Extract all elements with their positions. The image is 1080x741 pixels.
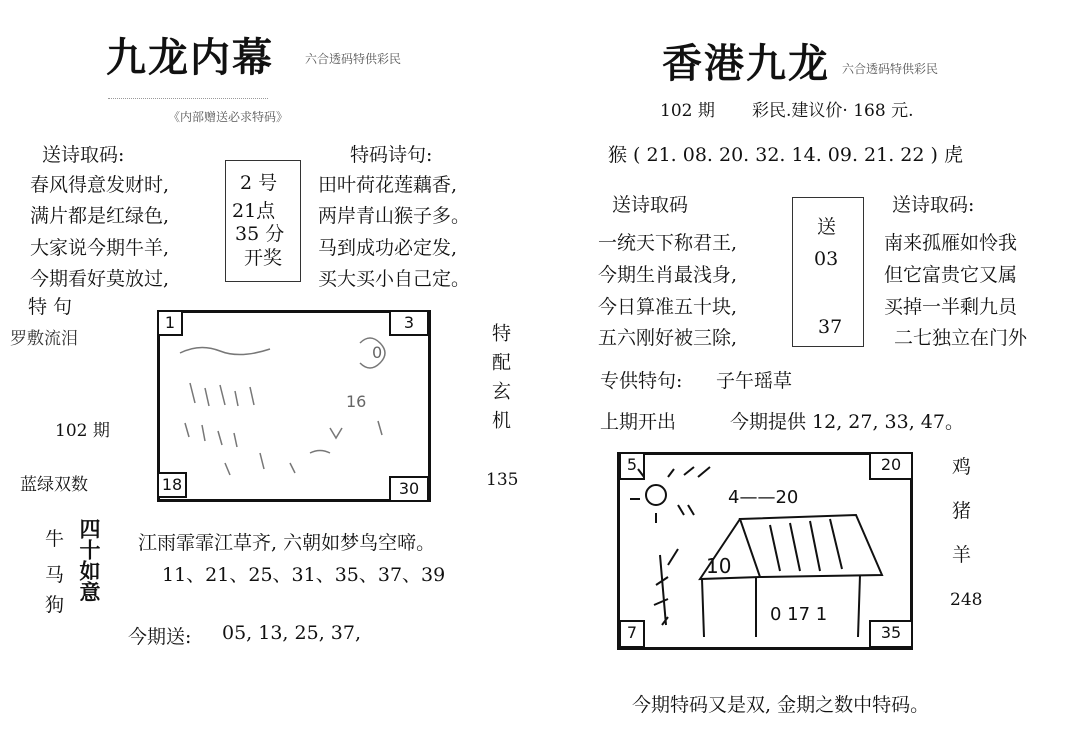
left-poem-line-1: 春风得意发财时,	[30, 174, 170, 196]
left-title: 九龙内幕	[106, 34, 274, 81]
left-corner-tl: 1	[157, 310, 183, 336]
right-side-number: 248	[950, 590, 983, 610]
right-sketch-drawing	[620, 455, 906, 643]
left-box-line-1: 2 号	[240, 172, 278, 194]
right-side-animal-3: 羊	[952, 544, 972, 566]
left-box-line-3: 35 分	[235, 223, 285, 245]
left-special-sentence: 罗敷流泪	[10, 329, 78, 349]
right-side-animal-2: 猪	[952, 500, 972, 522]
right-sketch-label-a: 4——20	[728, 487, 799, 508]
left-sketch-label-b: 16	[346, 392, 367, 411]
left-send-label: 今期送:	[128, 626, 192, 648]
left-corner-br: 30	[389, 476, 429, 502]
right-box-line-1: 送	[817, 216, 837, 238]
right-special-label: 专供特句:	[600, 370, 683, 392]
right-last-issue: 上期开出	[600, 411, 677, 433]
left-corner-tr: 3	[389, 310, 429, 336]
left-title-sub: 六合透码特供彩民	[305, 52, 402, 66]
left-forty: 四十如意	[77, 518, 102, 602]
left-numbers: 11、21、25、31、35、37、39	[162, 564, 446, 586]
right-poem-heading-left: 特码诗句:	[350, 144, 433, 166]
left-special-label: 特 句	[28, 296, 73, 318]
left-poem2-line-4: 买大买小自己定。	[318, 268, 471, 290]
left-poem-line-4: 今期看好莫放过,	[30, 268, 170, 290]
left-poem2-line-2: 两岸青山猴子多。	[318, 205, 471, 227]
right-corner-tl: 5	[619, 452, 645, 480]
right-issue: 102 期	[660, 101, 715, 121]
left-corner-bl: 18	[157, 472, 187, 498]
right-poem2-line-2: 但它富贵它又属	[884, 264, 1018, 286]
right-poem2-line-4: 二七独立在门外	[894, 327, 1028, 349]
right-poem-line-1: 一统天下称君王,	[598, 232, 738, 254]
left-animal-1: 牛	[45, 528, 65, 550]
right-poem-line-3: 今日算准五十块,	[598, 296, 738, 318]
left-box-line-4: 开奖	[244, 247, 283, 269]
right-poem2-heading: 送诗取码:	[892, 194, 975, 216]
left-side-number: 135	[486, 470, 519, 490]
right-footer: 今期特码又是双, 金期之数中特码。	[632, 694, 930, 716]
right-monkey-line: 猴 ( 21. 08. 20. 32. 14. 09. 21. 22 ) 虎	[608, 144, 963, 166]
right-sketch-label-b: 10	[706, 554, 732, 578]
left-side-vertical-text: 特配玄机	[489, 323, 511, 439]
left-poem-heading: 送诗取码:	[42, 144, 125, 166]
left-animal-3: 狗	[45, 594, 65, 616]
right-poem2-line-3: 买掉一半剩九员	[884, 296, 1018, 318]
left-sketch-drawing	[160, 313, 422, 493]
left-poem-line-2: 满片都是红绿色,	[30, 205, 170, 227]
right-provide: 今期提供 12, 27, 33, 47。	[730, 411, 964, 433]
left-box-line-2: 21点	[232, 200, 276, 222]
right-box-line-3: 37	[818, 316, 843, 338]
right-poem-heading: 送诗取码	[612, 194, 689, 216]
left-poem-line-3: 大家说今期牛羊,	[30, 237, 170, 259]
left-poem2-line-1: 田叶荷花莲藕香,	[318, 174, 458, 196]
right-poem2-line-1: 南来孤雁如怜我	[884, 232, 1018, 254]
right-box-line-2: 03	[814, 248, 839, 270]
left-verse: 江雨霏霏江草齐, 六朝如梦鸟空啼。	[138, 532, 436, 554]
right-price: 彩民.建议价· 168 元.	[752, 101, 914, 121]
right-corner-bl: 7	[619, 620, 645, 648]
right-corner-tr: 20	[869, 452, 913, 480]
left-side-vertical	[485, 323, 514, 439]
right-poem-line-4: 五六刚好被三除,	[598, 327, 738, 349]
left-poem2-line-3: 马到成功必定发,	[318, 237, 458, 259]
right-title-sub: 六合透码特供彩民	[842, 62, 939, 76]
left-sketch-label-a: 0	[372, 343, 383, 362]
right-special: 子午瑶草	[716, 370, 793, 392]
right-title: 香港九龙	[662, 40, 830, 87]
left-issue: 102 期	[55, 421, 110, 441]
left-send-numbers: 05, 13, 25, 37,	[222, 622, 361, 644]
right-side-animal-1: 鸡	[952, 456, 972, 478]
right-corner-br: 35	[869, 620, 913, 648]
right-sketch-label-c: 0 17 1	[770, 604, 828, 625]
left-blue-green: 蓝绿双数	[20, 475, 88, 495]
left-subtitle: 《内部赠送必求特码》	[168, 110, 289, 124]
right-poem-line-2: 今期生肖最浅身,	[598, 264, 738, 286]
left-animal-2: 马	[45, 564, 65, 586]
left-dotted-rule	[108, 98, 268, 99]
